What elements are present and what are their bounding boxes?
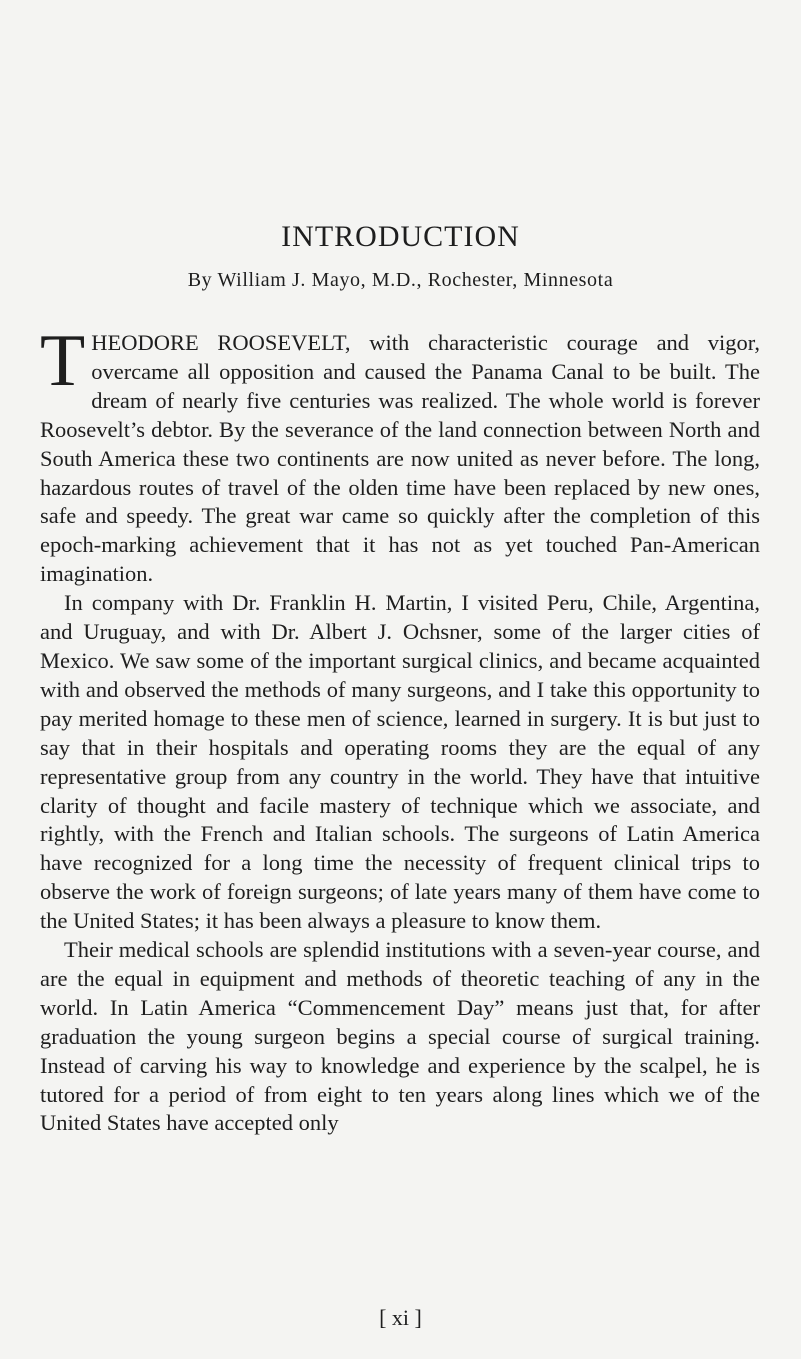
paragraph-2: In company with Dr. Franklin H. Martin, I visited Peru, Chile, Argentina, and Uruguay, and with Dr. Albert J. Ochsner, some of the larger cities of Mexico. We saw some of the important surgical clinics, and became acquainted with and observed the methods of many surgeons, and I take this opportunity to pay merited homage to these men of science, learned in surgery. It is but just to say that in their hospitals and operating rooms they are the equal of any representative group from any country in the world. They have that intuitive clarity of thought and facile mastery of technique which we associate, and rightly, with the French and Italian schools. The surgeons of Latin America have recognized for a long time the necessity of frequent clinical trips to observe the work of foreign surgeons; of late years many of them have come to the United States; it has been always a pleasure to know them.	[40, 590, 760, 934]
paragraph-1-text: HEODORE ROOSEVELT, with characteristic courage and vigor, overcame all opposition and caused the Panama Canal to be built. The dream of nearly five centuries was realized. The whole world is forever Roosevelt’s debtor. By the severance of the land connection between North and South America these two continents are now united as never before. The long, hazardous routes of travel of the olden time have been replaced by new ones, safe and speedy. The great war came so quickly after the completion of this epoch-marking achievement that it has not as yet touched Pan-American imagination.	[40, 330, 760, 587]
page-title: INTRODUCTION	[281, 220, 520, 253]
paragraph-3: Their medical schools are splendid institutions with a seven-year course, and are the equal in equipment and methods of theoretic teaching of any in the world. In Latin America “Commencement Day” means just that, for after graduation the young surgeon begins a special course of surgical training. Instead of carving his way to knowledge and experience by the scalpel, he is tutored for a period of from eight to ten years along lines which we of the United States have accepted only	[40, 937, 760, 1136]
body-text	[40, 320, 760, 1138]
page-number: [ xi ]	[379, 1305, 422, 1330]
drop-cap: T	[40, 320, 86, 402]
author-byline: By William J. Mayo, M.D., Rochester, Minnesota	[187, 269, 614, 291]
paragraph-1	[40, 320, 760, 589]
